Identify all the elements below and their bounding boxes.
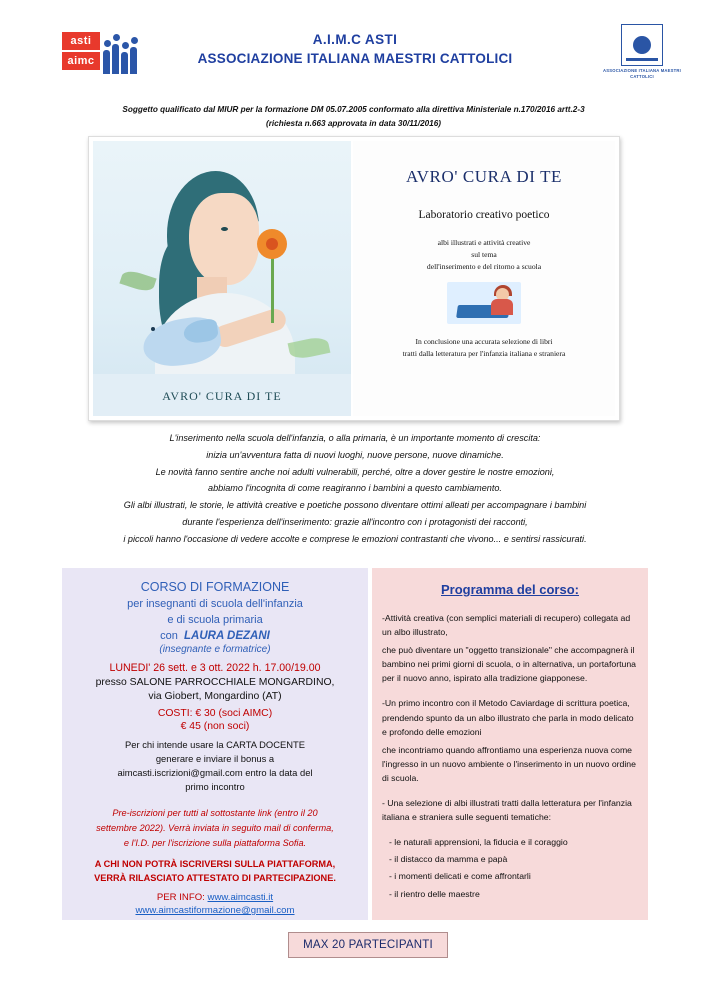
flower-stem-shape	[271, 249, 274, 323]
course-info-mail-link[interactable]: www.aimcastiformazione@gmail.com	[135, 905, 295, 917]
program-paragraph-1: -Attività creativa (con semplici materiali di recupero) collegata ad un albo illustrato,	[382, 613, 631, 638]
course-pre-line3: e l'I.D. per l'iscrizione sulla piattaforma Sofia.	[123, 837, 307, 848]
program-paragraph-5: - Una selezione di albi illustrati tratti dalla letteratura per l'infanzia italiana e straniera sulle seguenti tematiche:	[382, 798, 632, 823]
course-venue-line2: via Giobert, Mongardino (AT)	[148, 691, 282, 702]
course-info-row	[68, 892, 362, 903]
program-paragraph-3: -Un primo incontro con il Metodo Caviardage di scrittura poetica, prendendo spunto da un albo illustrato che parla in modo delicato e profondo delle emozioni	[382, 698, 634, 737]
program-paragraph-4: che incontriamo quando affrontiamo una esperienza nuova come l'ingresso in un nuovo ambiente o l'inserimento in un nuovo ordine di scuola.	[382, 744, 636, 783]
course-audience-line2: e di scuola primaria	[167, 614, 263, 626]
intro-line-7: i piccoli hanno l'occasione di vedere accolte e comprese le emozioni contrastanti che vivono... e sentirsi rassicurati.	[123, 533, 587, 544]
course-notice-line1: A CHI NON POTRÀ ISCRIVERSI SULLA PIATTAFORMA,	[94, 858, 336, 869]
header-title-line1: A.I.M.C ASTI	[312, 32, 398, 47]
max-participants-badge: MAX 20 PARTECIPANTI	[288, 932, 448, 958]
course-audience-line1: per insegnanti di scuola dell'infanzia	[127, 598, 303, 610]
poster-block	[88, 136, 620, 421]
course-bonus-mail-line1: aimcasti.iscrizioni@gmail.com entro la data del	[117, 767, 313, 779]
header-title-line2: ASSOCIAZIONE ITALIANA MAESTRI CATTOLICI	[197, 51, 513, 66]
poster-subtitle: Laboratorio creativo poetico	[418, 209, 550, 221]
course-cost-non-members: € 45 (non soci)	[180, 721, 250, 732]
course-teacher-name: LAURA DEZANI	[184, 630, 270, 642]
course-venue-line1: presso SALONE PARROCCHIALE MONGARDINO,	[95, 677, 335, 688]
course-bonus-line2: generare e inviare il bonus a	[155, 753, 275, 765]
course-pre-line2: settembre 2022). Verrà inviata in seguito mail di conferma,	[96, 823, 334, 834]
emblem-icon	[621, 24, 663, 66]
aimc-national-logo	[600, 24, 684, 79]
poster-theme-line-3: dell'inserimento e del ritorno a scuola	[426, 261, 542, 271]
poster-footer-line-1: In conclusione una accurata selezione di libri	[415, 337, 553, 347]
ministerial-note-line1: Soggetto qualificato dal MIUR per la formazione DM 05.07.2005 conformato alla direttiva Ministeriale n.170/2016 artt.2-3	[122, 105, 585, 114]
course-preregistration-note	[68, 806, 362, 850]
course-certificate-notice	[68, 857, 362, 886]
course-teacher-row	[68, 630, 362, 642]
logo-right-caption: ASSOCIAZIONE ITALIANA MAESTRI CATTOLICI	[603, 68, 681, 79]
header-title	[160, 32, 550, 66]
poster-title: AVRO' CURA DI TE	[405, 167, 563, 186]
course-teacher-role: (insegnante e formatrice)	[159, 644, 271, 655]
ministerial-note-line2: (richiesta n.663 approvata in data 30/11/2016)	[265, 118, 442, 128]
poster-theme-line-2: sul tema	[471, 249, 497, 259]
poster-info-panel	[353, 141, 615, 416]
program-bullet-1: - le naturali apprensioni, la fiducia e il coraggio	[389, 837, 568, 848]
program-bullet-3: - i momenti delicati e come affrontarli	[389, 871, 531, 882]
program-panel	[372, 568, 648, 920]
course-info-label: PER INFO:	[156, 892, 205, 904]
program-title: Programma del corso:	[441, 582, 579, 597]
program-bullet-2: - il distacco da mamma e papà	[389, 854, 508, 865]
logo-asti-text: asti	[62, 32, 100, 50]
cover-caption: AVRO' CURA DI TE	[162, 389, 282, 403]
intro-paragraph	[60, 430, 650, 548]
course-cost-members: COSTI: € 30 (soci AIMC)	[157, 708, 273, 719]
intro-line-6: durante l'esperienza dell'inserimento: grazie all'incontro con i protagonisti dei racconti,	[182, 517, 528, 528]
course-pre-line1: Pre-iscrizioni per tutti al sottostante link (entro il 20	[112, 808, 318, 819]
intro-line-2: inizia un'avventura fatta di nuovi luoghi, nuove persone, nuove dinamiche.	[206, 449, 504, 460]
poster-footer-line-2: tratti dalla letteratura per l'infanzia italiana e straniera	[402, 349, 566, 359]
intro-line-1: L'inserimento nella scuola dell'infanzia, o alla primaria, è un importante momento di crescita:	[169, 433, 541, 443]
program-paragraph-2: che può diventare un "oggetto transizionale" che accompagnerà il bambino nei primi giorni di scuola, o in alternativa, un portafortuna per il nuovo anno, ispirato alla tradizione giapponese.	[382, 645, 637, 684]
course-info-mail-row	[68, 905, 362, 916]
program-bullet-4: - il rientro delle maestre	[389, 888, 480, 899]
child-reading-illustration	[447, 282, 521, 324]
course-bonus-note	[68, 738, 362, 766]
course-bonus-line1: Per chi intende usare la CARTA DOCENTE	[125, 739, 305, 750]
book-cover-illustration	[93, 141, 351, 416]
aimc-asti-logo	[62, 30, 140, 78]
course-con-label: con	[160, 630, 178, 642]
course-info-website-link[interactable]: www.aimcasti.it	[207, 892, 274, 904]
course-bonus-mail-line2: primo incontro	[185, 781, 245, 793]
intro-line-3: Le novità fanno sentire anche noi adulti vulnerabili, perché, oltre a dover gestire le nostre emozioni,	[155, 466, 555, 477]
course-bonus-mail	[68, 766, 362, 794]
logo-aimc-text: aimc	[62, 52, 100, 70]
flower-icon	[257, 229, 287, 259]
ministerial-note	[0, 103, 707, 130]
course-dates: LUNEDI' 26 sett. e 3 ott. 2022 h. 17.00/19.00	[109, 662, 321, 674]
document-header	[0, 22, 707, 97]
girl-face-shape	[189, 193, 259, 285]
poster-footer-lines	[353, 336, 615, 360]
program-bullet-list	[382, 835, 638, 900]
girl-eye-shape	[221, 227, 228, 231]
course-title: CORSO DI FORMAZIONE	[140, 580, 290, 594]
intro-line-4: abbiamo l'incognita di come reagiranno i bambini a questo cambiamento.	[208, 483, 502, 494]
poster-theme-lines	[353, 237, 615, 272]
logo-figures-icon	[102, 30, 140, 74]
bird-eye-shape	[151, 327, 155, 331]
course-details-panel	[62, 568, 368, 920]
poster-theme-line-1: albi illustrati e attività creative	[437, 238, 531, 247]
course-notice-line2: VERRÀ RILASCIATO ATTESTATO DI PARTECIPAZIONE.	[94, 873, 336, 884]
intro-line-5: Gli albi illustrati, le storie, le attività creative e poetiche possono diventare ottimi alleati per accompagnare i bambini	[123, 500, 587, 511]
